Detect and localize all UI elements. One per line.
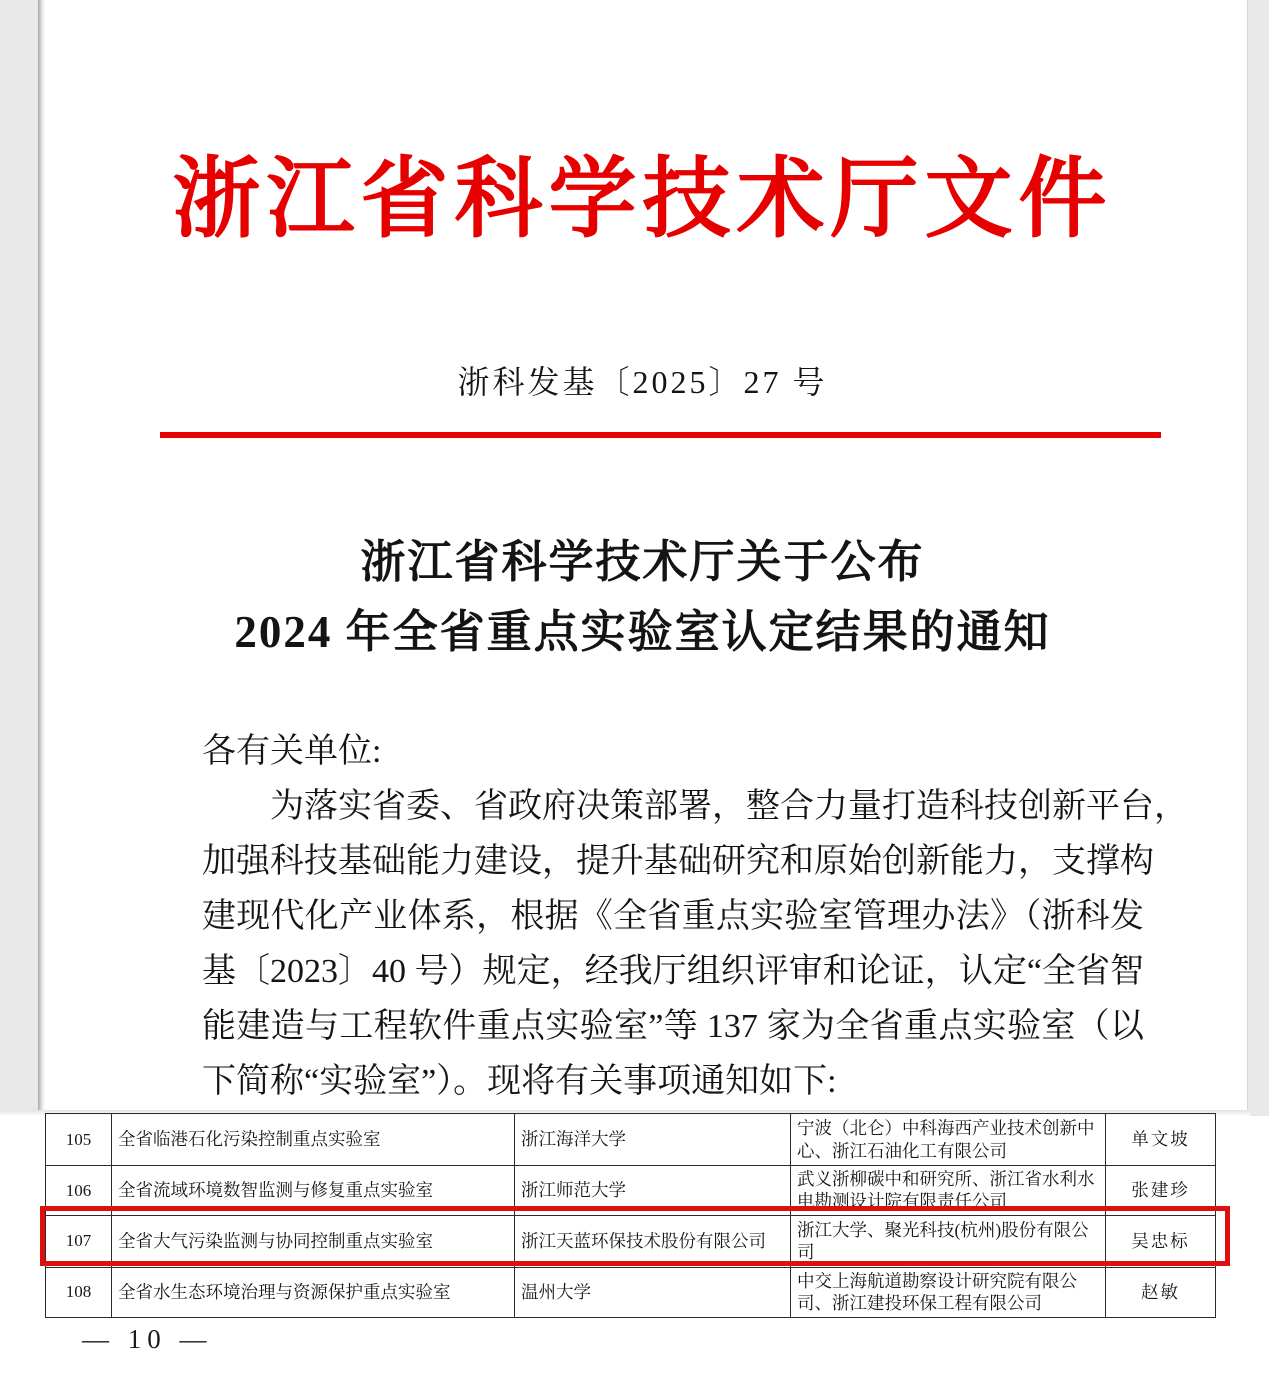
institution-cell: 浙江师范大学 [515,1166,791,1216]
scan-edge-remnant [1250,1110,1269,1116]
row-number-cell: 108 [46,1267,112,1317]
notice-title-line-2: 2024 年全省重点实验室认定结果的通知 [234,607,1051,657]
partner-orgs-cell: 宁波（北仑）中科海西产业技术创新中心、浙江石油化工有限公司 [791,1114,1106,1166]
document-page [38,0,1248,1110]
table-row-highlighted [46,1215,1216,1267]
table-row [46,1166,1216,1216]
director-cell: 吴忠标 [1106,1215,1216,1267]
partner-orgs-cell: 中交上海航道勘察设计研究院有限公司、浙江建投环保工程有限公司 [791,1267,1106,1317]
director-cell: 单文坡 [1106,1114,1216,1166]
document-header-title: 浙江省科学技术厅文件 [172,152,1113,249]
director-cell: 张建珍 [1106,1166,1216,1216]
lab-name-cell: 全省大气污染监测与协同控制重点实验室 [112,1215,515,1267]
row-number-cell: 105 [46,1114,112,1166]
lab-name-cell: 全省临港石化污染控制重点实验室 [112,1114,515,1166]
page-number: — 10 — [82,1324,213,1354]
table-row [46,1267,1216,1317]
lab-name-cell: 全省流域环境数智监测与修复重点实验室 [112,1166,515,1216]
lab-name-cell: 全省水生态环境治理与资源保护重点实验室 [112,1267,515,1317]
row-number-cell: 106 [46,1166,112,1216]
institution-cell: 温州大学 [515,1267,791,1317]
body-line: 基〔2023〕40 号）规定，经我厅组织评审和论证，认定“全省智 [202,953,1144,990]
director-cell: 赵敏 [1106,1267,1216,1317]
row-number-cell: 107 [46,1215,112,1267]
body-line: 下简称“实验室”）。现将有关事项通知如下: [202,1063,837,1100]
salutation: 各有关单位: [202,733,382,770]
institution-cell: 浙江天蓝环保技术股份有限公司 [515,1215,791,1267]
partner-orgs-cell: 浙江大学、聚光科技(杭州)股份有限公司 [791,1215,1106,1267]
document-number: 浙科发基〔2025〕27 号 [457,364,828,400]
notice-title-line-1: 浙江省科学技术厅关于公布 [360,537,925,587]
red-divider-line [160,432,1161,438]
key-laboratory-table [45,1113,1216,1318]
body-line: 能建造与工程软件重点实验室”等 137 家为全省重点实验室（以 [202,1008,1144,1045]
body-line: 为落实省委、省政府决策部署，整合力量打造科技创新平台， [270,788,1188,825]
body-line: 建现代化产业体系，根据《全省重点实验室管理办法》（浙科发 [202,898,1144,935]
body-line: 加强科技基础能力建设，提升基础研究和原始创新能力，支撑构 [202,843,1154,880]
lab-list-table-section [0,1110,1269,1386]
table-row [46,1114,1216,1166]
partner-orgs-cell: 武义浙柳碳中和研究所、浙江省水利水电勘测设计院有限责任公司 [791,1166,1106,1216]
notice-body [202,724,1188,1109]
institution-cell: 浙江海洋大学 [515,1114,791,1166]
